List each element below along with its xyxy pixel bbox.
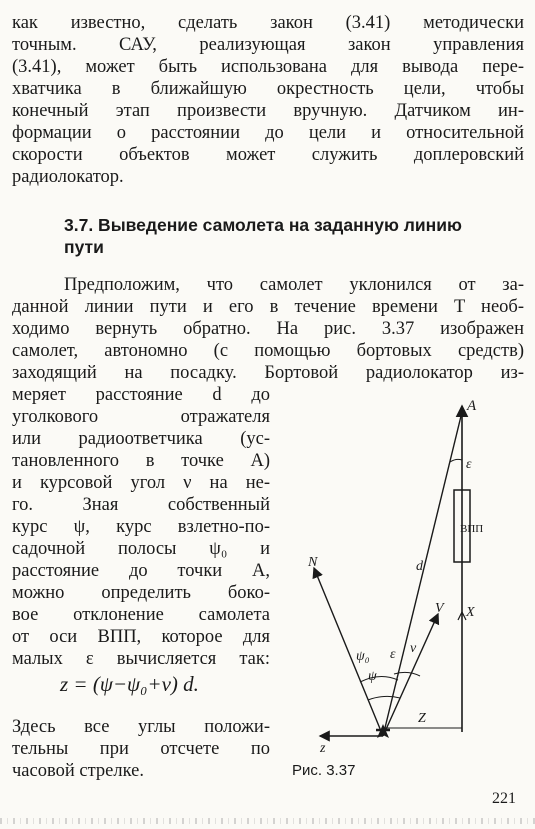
paragraph-line: Предположим, что самолет уклонился от за- [64,275,524,295]
intro-line: как известно, сделать закон (3.41) методически [12,13,524,33]
column-line: можно определить боко- [12,583,270,603]
epsilon-arc [450,459,462,462]
label-psi: ψ [368,669,377,684]
column-line: курс ψ, курс взлетно-по- [12,517,270,537]
column-line: или радиоответчика (ус- [12,429,270,449]
column-line: малых ε вычисляется так: [12,649,270,669]
column-line: меряет расстояние d до [12,385,270,405]
label-epsilon-top: ε [466,457,472,472]
figure-caption: Рис. 3.37 [292,762,356,779]
scan-edge-noise [0,818,535,824]
label-north: N [308,555,318,570]
intro-line: конечный этап произвести вручную. Датчиком ин- [12,101,524,121]
label-axis-x: X [466,605,475,620]
label-point-a: A [467,398,477,414]
label-epsilon: ε [390,647,396,662]
intro-line: скорости объектов может служить доплеровский [12,145,524,165]
distance-line [383,412,462,736]
column-line: расстояние до точки A, [12,561,270,581]
deviation-formula: z = (ψ−ψ₀+ν) d. [60,672,199,696]
column-line: вое отклонение самолета [12,605,270,625]
closing-line: Здесь все углы положи- [12,717,270,737]
column-line: уголкового отражателя [12,407,270,427]
closing-text [12,716,270,782]
label-runway: ВПП [460,523,484,535]
intro-line: точным. САУ, реализующая закон управления [12,35,524,55]
paragraph-line: данной линии пути и его в течение времени T необ- [12,297,524,317]
closing-line: часовой стрелке. [12,761,144,781]
label-velocity: V [435,601,444,616]
north-vector [314,568,383,736]
label-z-mid: Z [418,711,426,726]
section-heading-line: 3.7. Выведение самолета на заданную линию [64,215,462,235]
intro-line: формации о расстоянии до цели и относительной [12,123,524,143]
label-nu: ν [410,641,417,656]
figure-diagram [290,390,530,760]
intro-line: (3.41), может быть использована для вывода пере- [12,57,524,77]
label-z-axis: z [320,741,326,756]
section-heading-line: пути [64,237,104,257]
column-line: садочной полосы ψ₀ и [12,539,270,559]
paragraph-line: ходимо вернуть обратно. На рис. 3.37 изображен [12,319,524,339]
psi-arc [368,696,400,700]
label-psi0: ψ₀ [356,649,370,664]
column-line: тановленного в точке A) [12,451,270,471]
intro-line: радиолокатор. [12,167,124,187]
paragraph-line: заходящий на посадку. Бортовой радиолокатор из- [12,363,524,383]
psi0-arc [360,676,398,682]
column-line: от оси ВПП, которое для [12,627,270,647]
paragraph-line: самолет, автономно (с помощью бортовых средств) [12,341,524,361]
column-line: го. Зная собственный [12,495,270,515]
label-distance: d [416,559,423,574]
closing-line: тельны при отсчете по [12,739,270,759]
intro-line: хватчика в ближайшую окрестность цели, чтобы [12,79,524,99]
text-column [12,384,270,670]
page-number: 221 [492,790,516,807]
velocity-vector [383,614,438,736]
column-line: и курсовой угол ν на не- [12,473,270,493]
